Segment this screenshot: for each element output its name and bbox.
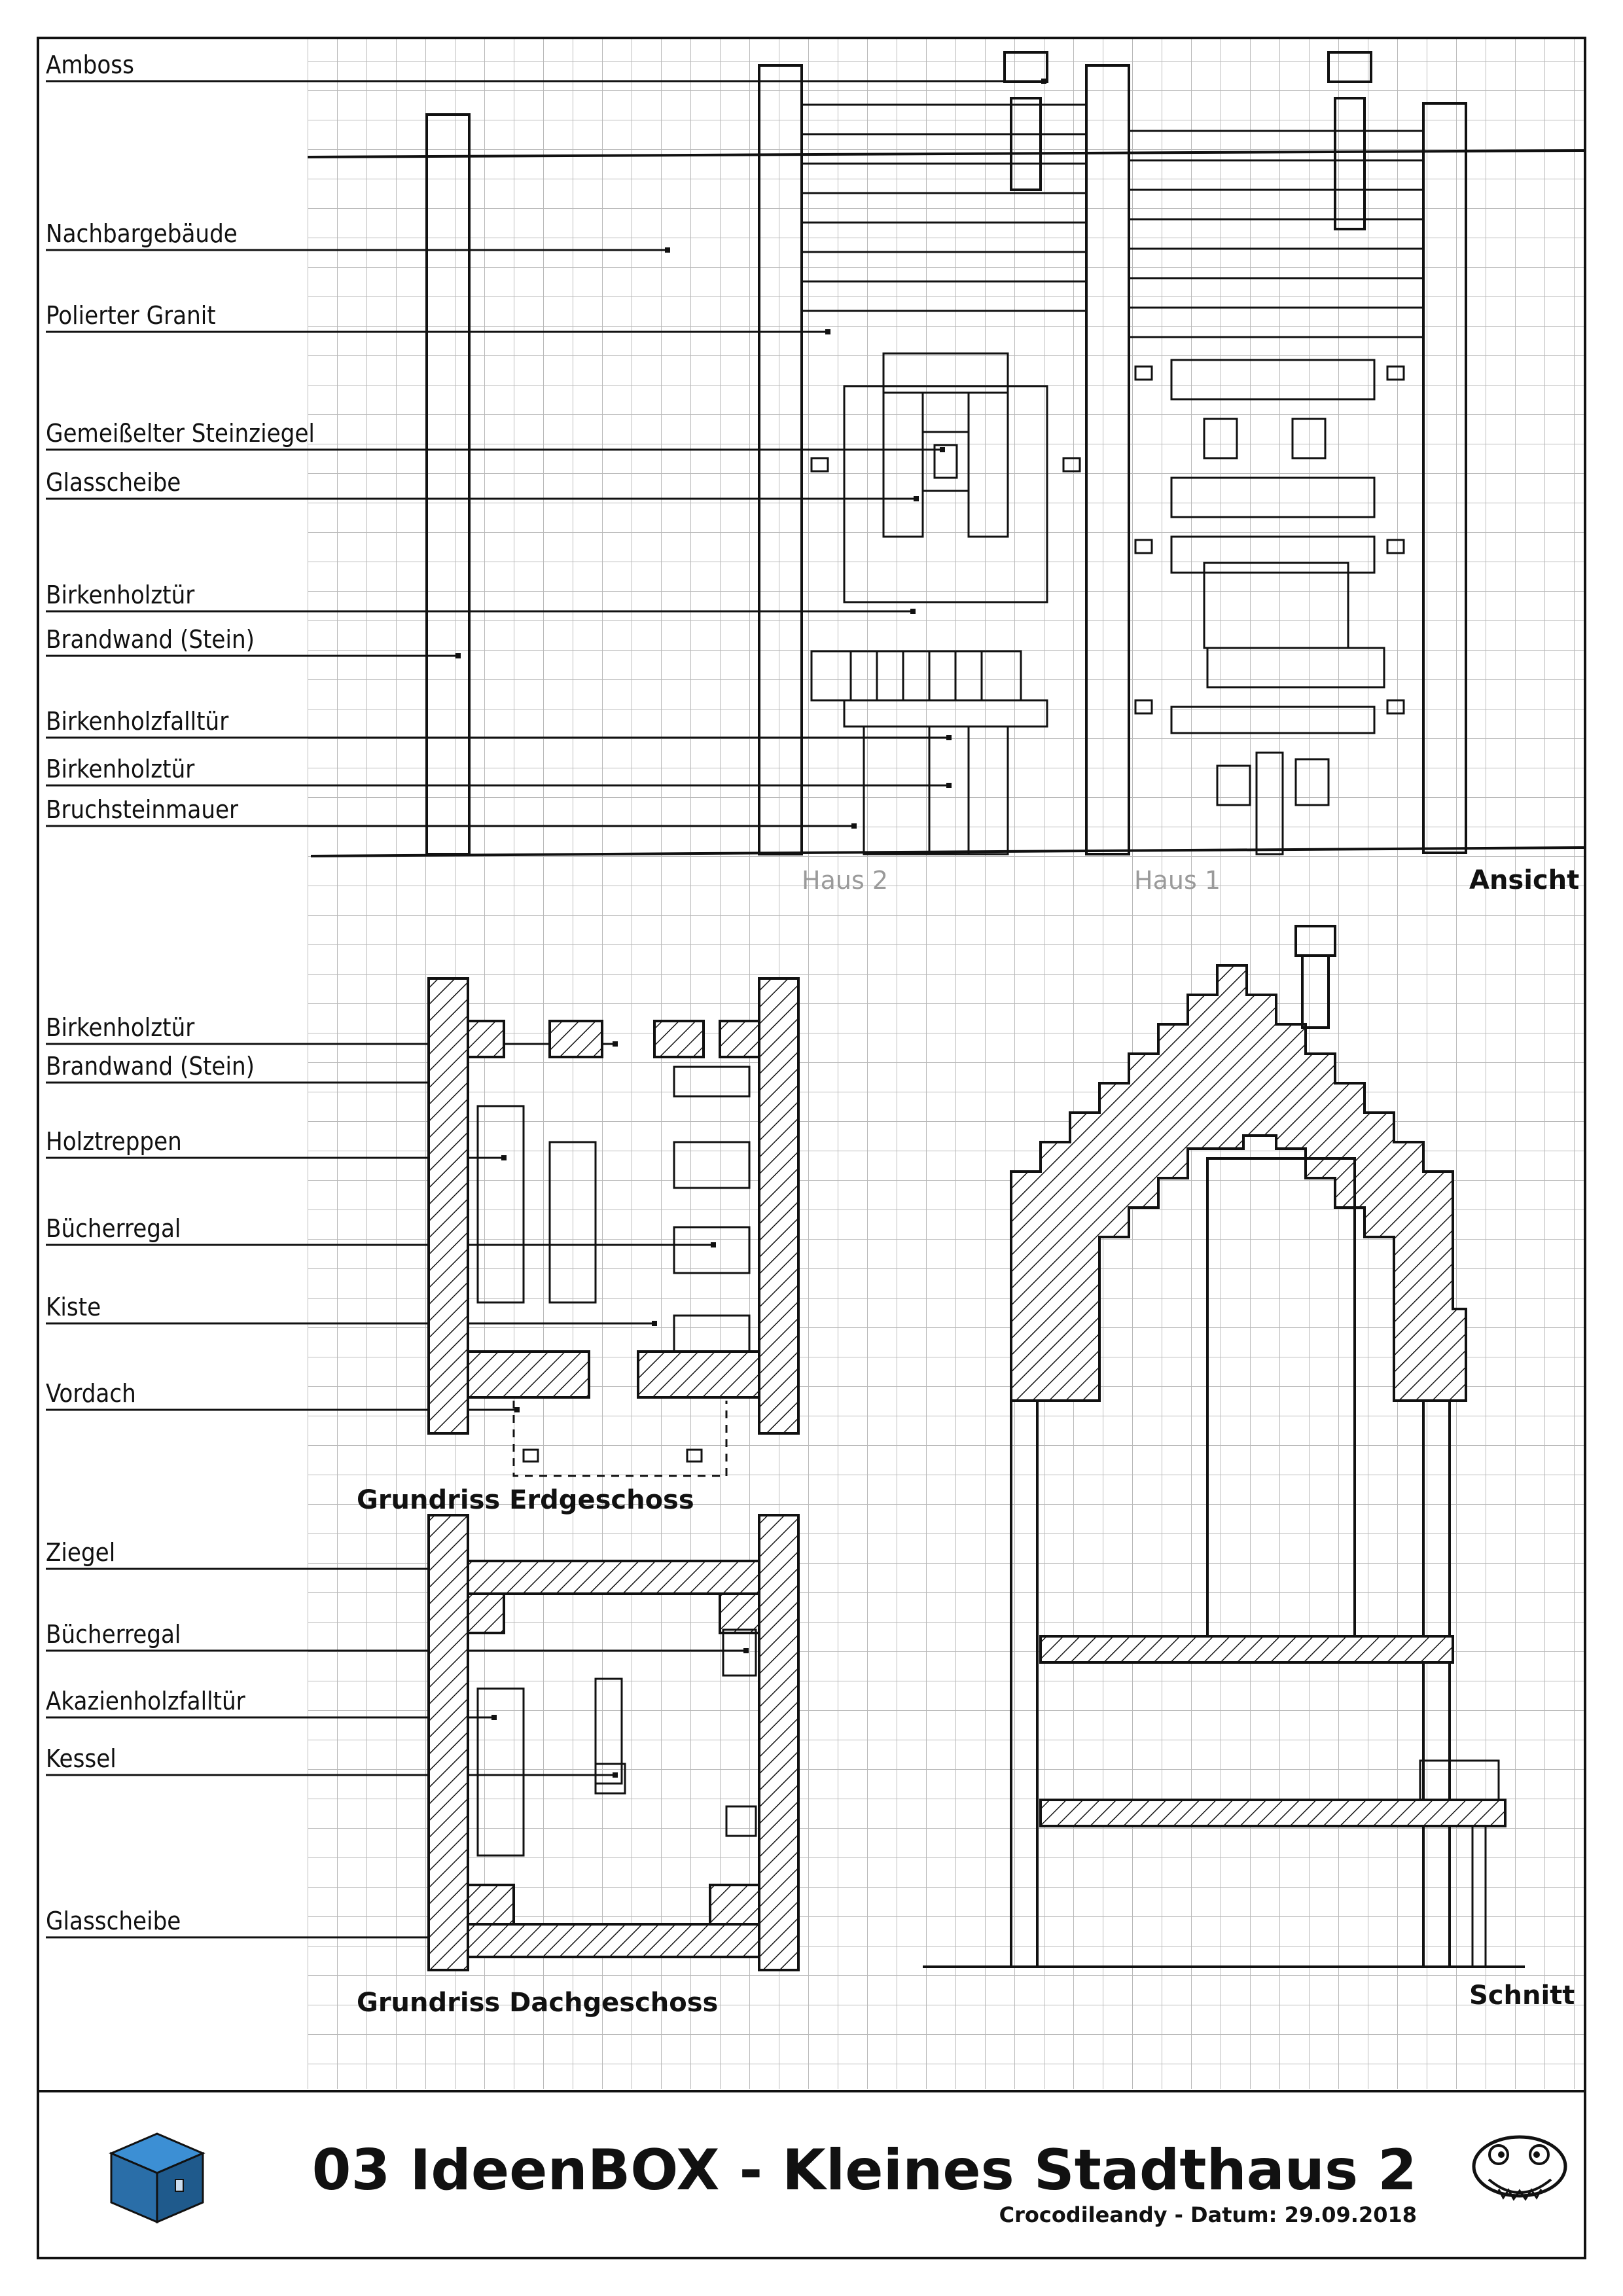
callout-dot	[455, 653, 461, 658]
callout-label: Birkenholztür	[46, 755, 195, 783]
callout-dot	[514, 1407, 520, 1412]
footer-title: 03 IdeenBOX - Kleines Stadthaus 2	[312, 2138, 1417, 2203]
chest-icon	[111, 2134, 203, 2222]
callout-label: Kessel	[46, 1744, 116, 1773]
caption-grundriss-erdgeschoss: Grundriss Erdgeschoss	[357, 1485, 694, 1515]
callout-label: Nachbargebäude	[46, 219, 238, 248]
callout-dot	[491, 1715, 497, 1720]
caption-haus-2: Haus 2	[802, 866, 888, 895]
callout-label: Birkenholzfalltür	[46, 707, 229, 736]
callout-dot	[940, 447, 945, 452]
callout-label: Bruchsteinmauer	[46, 795, 239, 824]
callout-label: Birkenholztür	[46, 581, 195, 609]
callout-dot	[946, 735, 952, 740]
callout-dot	[914, 496, 919, 501]
caption-ansicht: Ansicht	[1469, 865, 1580, 895]
callout-label: Holztreppen	[46, 1127, 182, 1156]
callout-label: Bücherregal	[46, 1214, 181, 1243]
caption-haus-1: Haus 1	[1134, 866, 1221, 895]
callout-dot	[825, 329, 830, 334]
callout-dot	[665, 247, 670, 253]
callout-dot	[711, 1242, 716, 1247]
caption-grundriss-dachgeschoss: Grundriss Dachgeschoss	[357, 1988, 719, 2018]
callout-dot	[501, 1155, 507, 1160]
caption-schnitt: Schnitt	[1469, 1981, 1575, 2011]
callout-label: Brandwand (Stein)	[46, 1052, 255, 1081]
callout-dot	[613, 1772, 618, 1778]
callout-dot	[743, 1648, 749, 1653]
callout-label: Vordach	[46, 1379, 136, 1408]
callout-dot	[851, 823, 857, 829]
callout-label: Amboss	[46, 50, 134, 79]
callout-label: Polierter Granit	[46, 301, 216, 330]
callout-dot	[946, 783, 952, 788]
footer-subtitle: Crocodileandy - Datum: 29.09.2018	[999, 2202, 1417, 2227]
grid-paper	[308, 39, 1584, 2089]
callout-label: Gemeißelter Steinziegel	[46, 419, 315, 448]
callout-label: Glasscheibe	[46, 1907, 181, 1935]
callout-dot	[910, 609, 916, 614]
callout-label: Glasscheibe	[46, 468, 181, 497]
callout-label: Birkenholztür	[46, 1013, 195, 1042]
callout-label: Akazienholzfalltür	[46, 1687, 245, 1715]
callout-dot	[652, 1321, 657, 1326]
callout-label: Kiste	[46, 1293, 101, 1321]
callout-label: Brandwand (Stein)	[46, 625, 255, 654]
callout-dot	[613, 1041, 618, 1047]
callout-label: Ziegel	[46, 1538, 116, 1567]
callout-label: Bücherregal	[46, 1620, 181, 1649]
